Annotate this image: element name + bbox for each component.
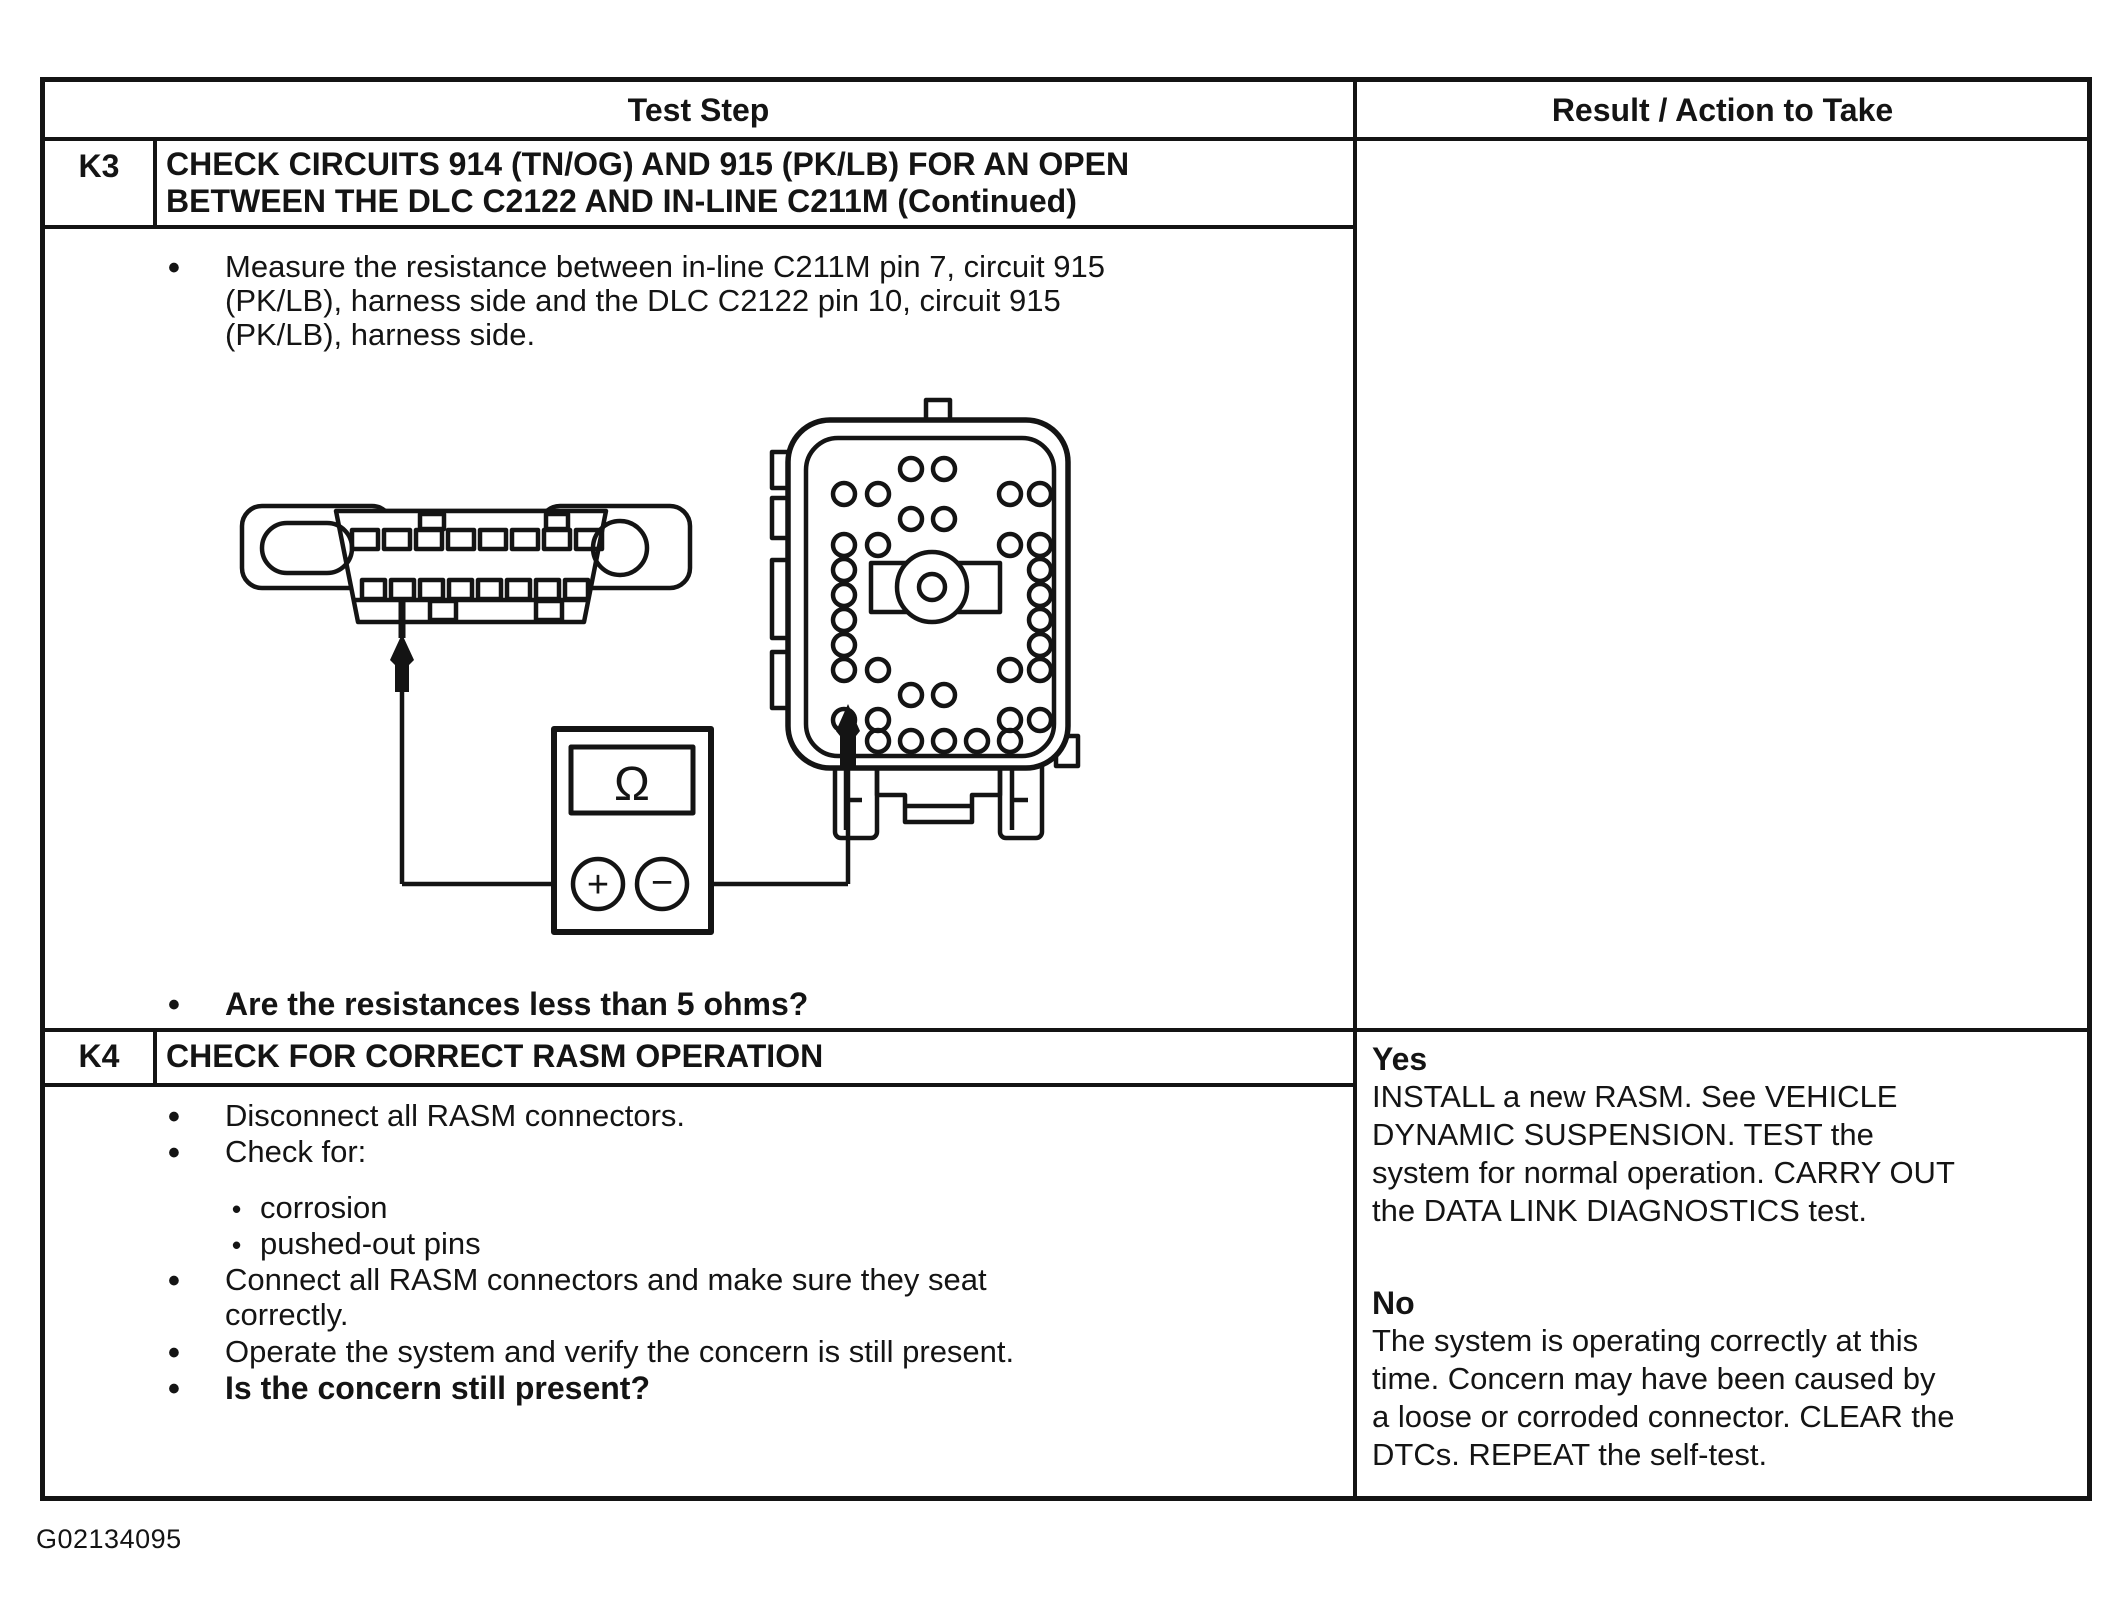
bullet-marker [168, 1264, 180, 1298]
k4-title: CHECK FOR CORRECT RASM OPERATION [166, 1038, 824, 1074]
k4-bullet-disconnect: Disconnect all RASM connectors. [225, 1098, 686, 1133]
minus-label: − [650, 862, 674, 904]
k4-row-topline [40, 1028, 2092, 1032]
k4-subbullet-pushed-out-pins: pushed-out pins [260, 1226, 481, 1261]
col-header-test-step: Test Step [627, 92, 770, 128]
connector-top-tab [926, 400, 950, 420]
bullet-marker [168, 1136, 180, 1170]
result-yes-label: Yes [1372, 1041, 1428, 1077]
k4-result-yes-block [1372, 1040, 2088, 1230]
sub-bullet-marker [232, 1192, 241, 1226]
result-no-text: The system is operating correctly at this time. Concern may have been caused by a loose or corroded connector. CLEAR the DTCs. REPEAT the self-test. [1372, 1323, 1955, 1472]
inline-connector-drawing [772, 400, 1078, 838]
plus-label: + [586, 864, 610, 906]
k3-title: CHECK CIRCUITS 914 (TN/OG) AND 915 (PK/LB) FOR AN OPEN BETWEEN THE DLC C2122 AND IN-LINE C211M (Continued) [166, 146, 1130, 219]
sub-bullet-marker [232, 1228, 241, 1262]
bullet-marker [168, 1336, 180, 1370]
dlc-connector-drawing [242, 506, 690, 622]
bullet-marker [168, 251, 180, 285]
test-connection-diagram [200, 380, 1160, 950]
header-underline [40, 137, 2092, 141]
col-header-result-action: Result / Action to Take [1551, 92, 1894, 128]
result-no-label: No [1372, 1285, 1415, 1321]
k3-measure-instruction: Measure the resistance between in-line C211M pin 7, circuit 915 (PK/LB), harness side and the DLC C2122 pin 10, circuit 915 (PK/LB), harness side. [225, 249, 1105, 352]
bullet-marker [168, 1100, 180, 1134]
bullet-marker [168, 1372, 180, 1406]
bullet-marker [168, 988, 180, 1022]
k4-question: Is the concern still present? [225, 1370, 650, 1406]
k3-title-underline [40, 225, 1357, 229]
k4-bullet-connect: Connect all RASM connectors and make sure they seat correctly. [225, 1262, 987, 1332]
k3-question: Are the resistances less than 5 ohms? [225, 986, 809, 1022]
k4-result-no-block [1372, 1284, 2088, 1474]
ohm-symbol: Ω [614, 758, 650, 811]
k4-subbullet-corrosion: corrosion [260, 1190, 388, 1225]
column-divider [1353, 77, 1357, 1501]
k4-title-underline [40, 1083, 1357, 1087]
figure-id: G02134095 [36, 1524, 182, 1554]
result-yes-text: INSTALL a new RASM. See VEHICLE DYNAMIC SUSPENSION. TEST the system for normal operation. CARRY OUT the DATA LINK DIAGNOSTICS test. [1372, 1079, 1955, 1228]
k4-bullet-check-for: Check for: [225, 1134, 367, 1169]
k4-bullet-operate: Operate the system and verify the concern is still present. [225, 1334, 1015, 1369]
step-id-k3: K3 [78, 148, 120, 184]
ohmmeter-drawing [554, 729, 711, 932]
step-id-k4: K4 [78, 1038, 120, 1074]
